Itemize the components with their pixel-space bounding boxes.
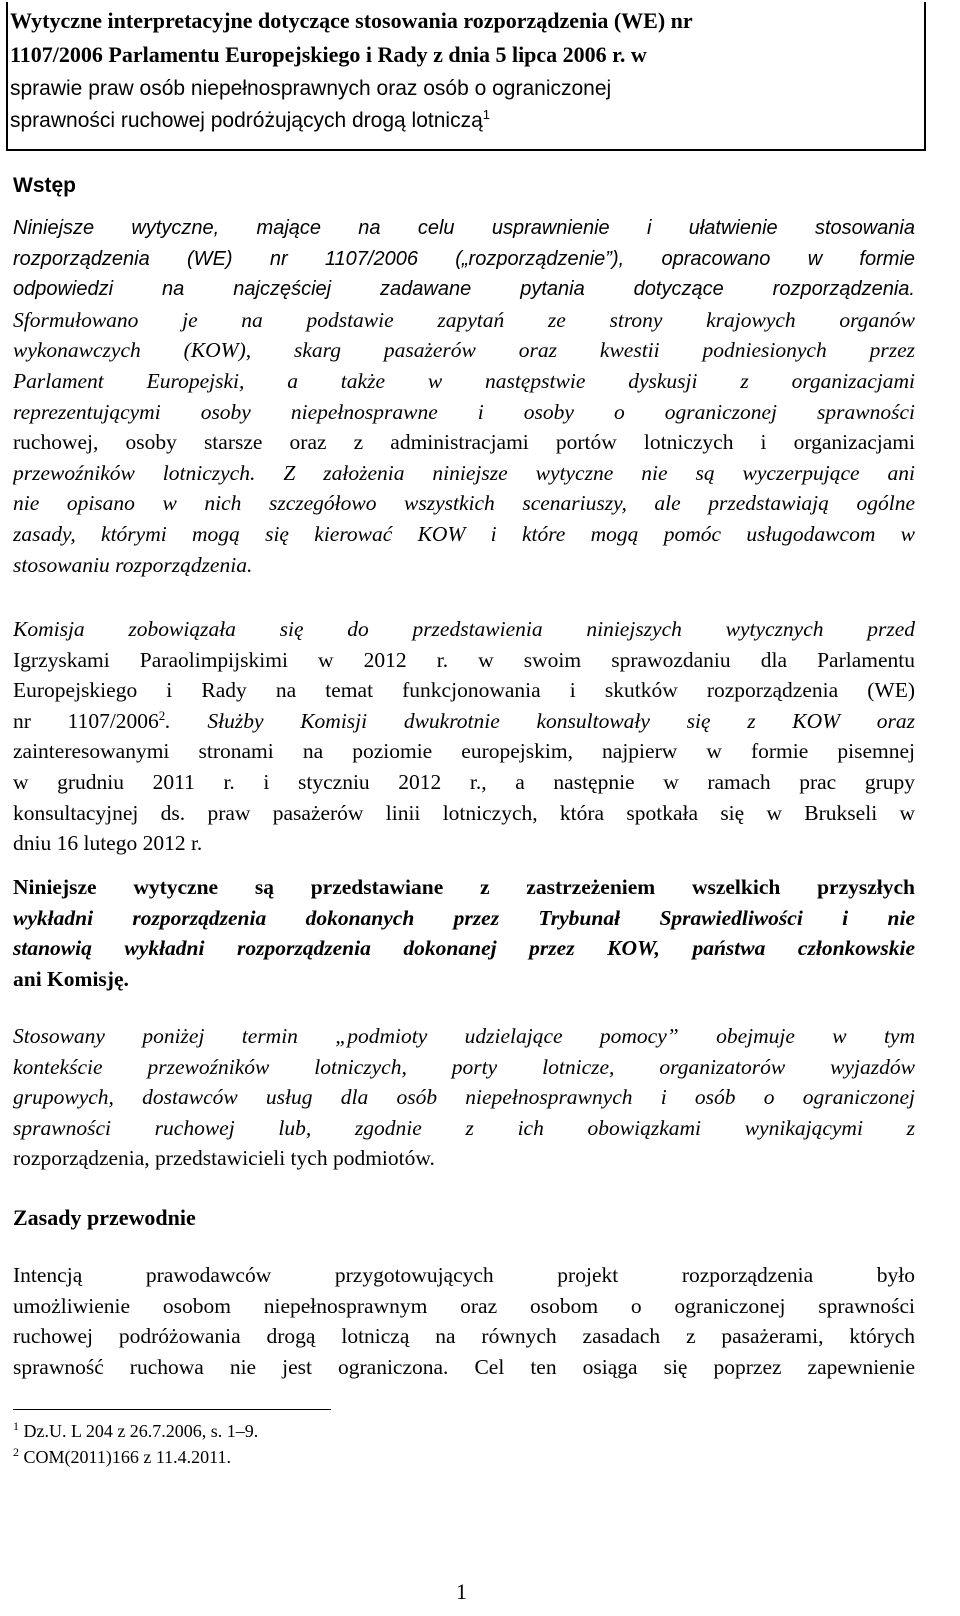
text-line: wykonawczych (KOW), skarg pasażerów oraz kwestii podniesionych przez	[13, 338, 915, 363]
text-line: przewoźników lotniczych. Z założenia niniejsze wytyczne nie są wyczerpujące ani	[13, 460, 915, 485]
title-line: Wytyczne interpretacyjne dotyczące stosowania rozporządzenia (WE) nr	[10, 8, 693, 33]
text-line: rozporządzenia, przedstawicieli tych podmiotów.	[13, 1146, 435, 1171]
text-line: kontekście przewoźników lotniczych, porty lotnicze, organizatorów wyjazdów	[13, 1054, 915, 1079]
text-line: rozporządzenia (WE) nr 1107/2006 („rozporządzenie”), opracowano w formie	[13, 247, 915, 270]
paragraph-commission	[13, 614, 915, 859]
title-text: sprawności ruchowej podróżujących drogą lotniczą	[10, 109, 483, 132]
text-line: umożliwienie osobom niepełnosprawnym oraz osobom o ograniczonej sprawności	[13, 1293, 915, 1318]
footnote-ref: 1	[482, 107, 490, 122]
title-line: sprawie praw osób niepełnosprawnych oraz osób o ograniczonej	[10, 77, 612, 100]
text-line: Niniejsze wytyczne, mające na celu usprawnienie i ułatwienie stosowania	[13, 217, 915, 239]
title-line	[10, 106, 490, 136]
text-line: zasady, którymi mogą się kierować KOW i które mogą pomóc usługodawcom w	[13, 521, 915, 546]
paragraph-principles	[13, 1260, 915, 1382]
title-line: 1107/2006 Parlamentu Europejskiego i Rady z dnia 5 lipca 2006 r. w	[10, 42, 647, 67]
text-line: stosowaniu rozporządzenia.	[13, 552, 253, 577]
text-line: sprawność ruchowa nie jest ograniczona. Cel ten osiąga się poprzez zapewnienie	[13, 1354, 915, 1379]
text-line: Intencją prawodawców przygotowujących projekt rozporządzenia było	[13, 1263, 915, 1287]
footnote	[13, 1420, 258, 1442]
text-line: Sformułowano je na podstawie zapytań ze strony krajowych organów	[13, 307, 915, 332]
text-line: ruchowej podróżowania drogą lotniczą na równych zasadach z pasażerami, których	[13, 1324, 915, 1349]
footnote-number: 1	[13, 1419, 19, 1433]
text-line: Europejskiego i Rady na temat funkcjonowania i skutków rozporządzenia (WE)	[13, 678, 915, 703]
footnote-divider	[13, 1409, 331, 1410]
page-number: 1	[456, 1579, 467, 1604]
text-line: Stosowany poniżej termin „podmioty udzielające pomocy” obejmuje w tym	[13, 1024, 915, 1048]
text-line: ani Komisję.	[13, 966, 129, 991]
text-line: ruchowej, osoby starsze oraz z administracjami portów lotniczych i organizacjami	[13, 430, 915, 455]
text-line: wykładni rozporządzenia dokonanych przez Trybunał Sprawiedliwości i nie	[13, 905, 915, 930]
text-line: Igrzyskami Paraolimpijskimi w 2012 r. w swoim sprawozdaniu dla Parlamentu	[13, 647, 915, 672]
text-line: Niniejsze wytyczne są przedstawiane z zastrzeżeniem wszelkich przyszłych	[13, 875, 915, 899]
text-run: . Służby Komisji dwukrotnie konsultowały się z KOW oraz	[165, 708, 915, 733]
footnote-ref: 2	[158, 707, 166, 723]
text-line: reprezentującymi osoby niepełnosprawne i osoby o ograniczonej sprawności	[13, 399, 915, 424]
paragraph-disclaimer	[13, 872, 915, 994]
text-line: konsultacyjnej ds. praw pasażerów linii lotniczych, która spotkała się w Brukseli w	[13, 800, 915, 825]
footnote-text: Dz.U. L 204 z 26.7.2006, s. 1–9.	[23, 1421, 259, 1441]
text-line	[13, 706, 915, 737]
footnote-number: 2	[13, 1445, 19, 1459]
text-line: grupowych, dostawców usług dla osób niepełnosprawnych i osób o ograniczonej	[13, 1085, 915, 1110]
section-heading: Zasady przewodnie	[13, 1205, 196, 1230]
text-line: Parlament Europejski, a także w następstwie dyskusji z organizacjami	[13, 368, 915, 393]
paragraph-definition	[13, 1021, 915, 1174]
footnote-text: COM(2011)166 z 11.4.2011.	[23, 1447, 231, 1467]
text-line: Komisja zobowiązała się do przedstawienia niniejszych wytycznych przed	[13, 617, 915, 641]
paragraph-intro	[13, 213, 915, 580]
text-line: nie opisano w nich szczegółowo wszystkich scenariuszy, ale przedstawiają ogólne	[13, 491, 915, 516]
section-heading: Wstęp	[13, 174, 76, 197]
footnote	[13, 1446, 231, 1468]
text-line: sprawności ruchowej lub, zgodnie z ich obowiązkami wynikającymi z	[13, 1115, 915, 1140]
text-line: w grudniu 2011 r. i styczniu 2012 r., a następnie w ramach prac grupy	[13, 769, 915, 794]
text-line: dniu 16 lutego 2012 r.	[13, 831, 203, 856]
text-line: stanowią wykładni rozporządzenia dokonanej przez KOW, państwa członkowskie	[13, 936, 915, 961]
text-line: zainteresowanymi stronami na poziomie europejskim, najpierw w formie pisemnej	[13, 739, 915, 764]
text-run: nr 1107/2006	[13, 708, 159, 733]
text-line: odpowiedzi na najczęściej zadawane pytania dotyczące rozporządzenia.	[13, 278, 915, 301]
